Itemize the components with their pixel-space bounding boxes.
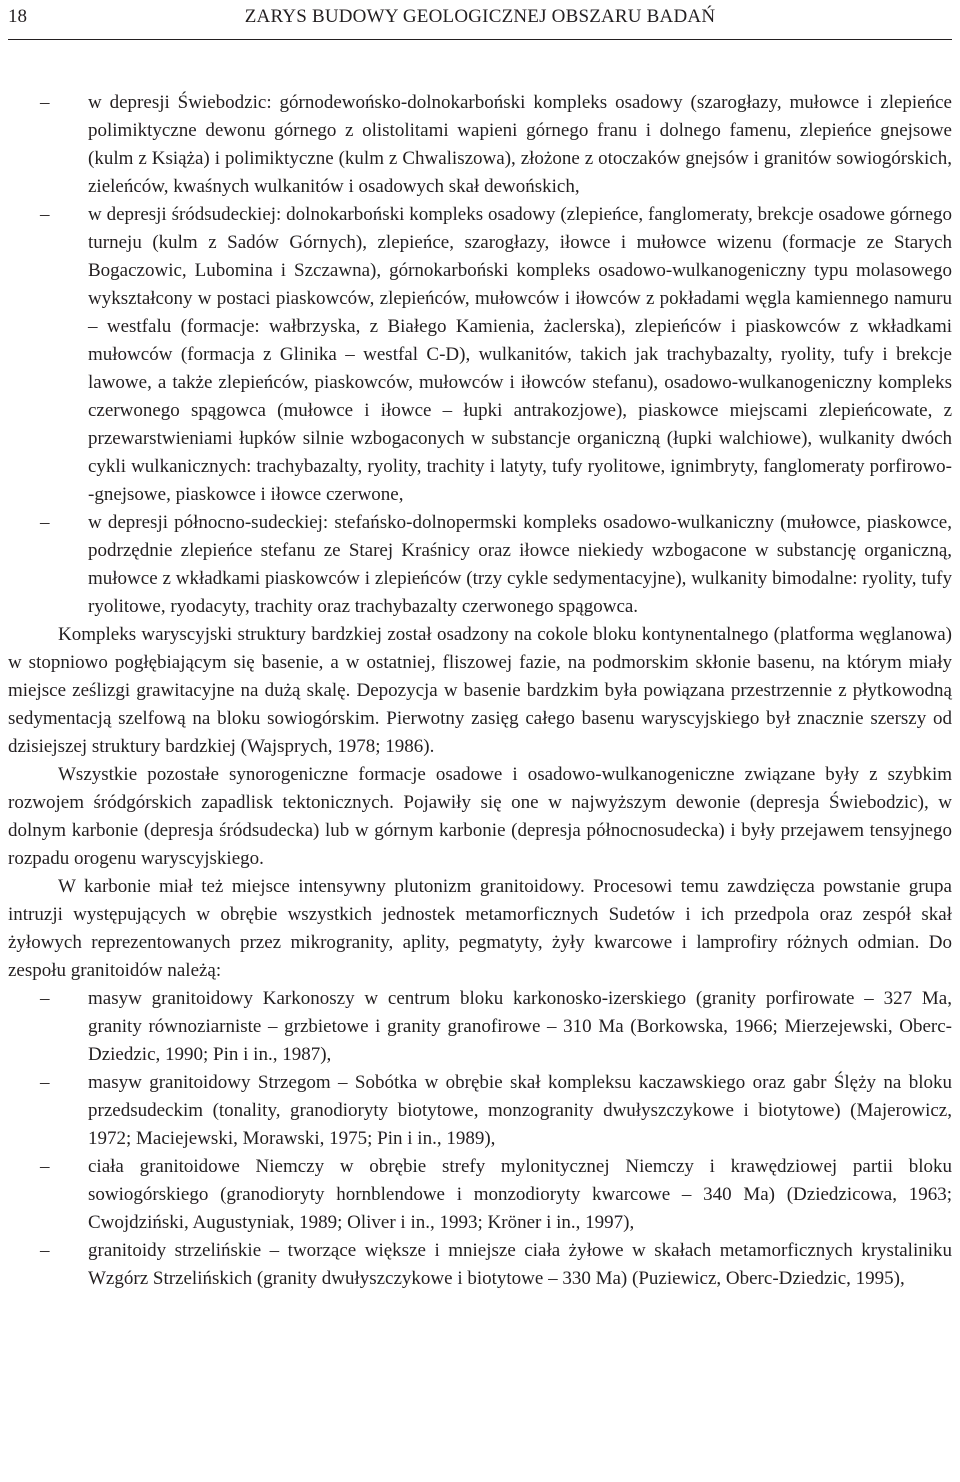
body-text xyxy=(8,89,952,1293)
list-item xyxy=(8,1069,952,1153)
list-item xyxy=(8,1237,952,1293)
list-item-text: masyw granitoidowy Karkonoszy w centrum bloku karkonosko-izerskiego (granity porfirowate – 327 Ma, granity równoziarniste – grzbietowe i granity granofirowe – 310 Ma (Borkowska, 1966; Mierzejewski, Oberc-Dziedzic, 1990; Pin i in., 1987), xyxy=(88,988,952,1065)
granitoid-list xyxy=(8,985,952,1293)
paragraph: Wszystkie pozostałe synorogeniczne formacje osadowe i osadowo-wulkanogeniczne związane były z szybkim rozwojem śródgórskich zapadlisk tektonicznych. Pojawiły się one w najwyższym dewonie (depresja Świebodzic), w dolnym karbonie (depresja śródsudecka) lub w górnym karbonie (depresja północnosudecka) i były przejawem tensyjnego rozpadu orogenu waryscyjskiego. xyxy=(8,764,952,869)
depression-list xyxy=(8,89,952,621)
paragraph: Kompleks waryscyjski struktury bardzkiej został osadzony na cokole bloku kontynentalnego (platforma węglanowa) w stopniowo pogłębiającym się basenie, a w ostatniej, fliszowej fazie, na podmorskim skłonie basenu, na którym miały miejsce ześlizgi grawitacyjne na dużą skalę. Depozycja w basenie bardzkim była powiązana przestrzennie z płytkowodną sedymentacją szelfową na bloku sowiogórskim. Pierwotny zasięg całego basenu waryscyjskiego był znacznie szerszy od dzisiejszej struktury bardzkiej (Wajsprych, 1978; 1986). xyxy=(8,624,952,757)
header-rule xyxy=(8,39,952,40)
list-dash: – xyxy=(40,1156,50,1177)
list-item-text: masyw granitoidowy Strzegom – Sobótka w obrębie skał kompleksu kaczawskiego oraz gabr Ślęży na bloku przedsudeckim (tonality, granodioryty biotytowe, monzogranity dwułyszczykowe i biotytowe) (Majerowicz, 1972; Maciejewski, Morawski, 1975; Pin i in., 1989), xyxy=(88,1072,952,1149)
list-item xyxy=(8,1153,952,1237)
list-dash: – xyxy=(40,512,50,533)
paragraph: W karbonie miał też miejsce intensywny plutonizm granitoidowy. Procesowi temu zawdzięcza powstanie grupa intruzji występujących w obrębie wszystkich jednostek metamorficznych Sudetów i ich przedpola oraz zespół skał żyłowych reprezentowanych przez mikrogranity, aplity, pegmatyty, żyły kwarcowe i lamprofiry różnych odmian. Do zespołu granitoidów należą: xyxy=(8,876,952,981)
page-number: 18 xyxy=(8,6,27,27)
list-item-text: ciała granitoidowe Niemczy w obrębie strefy mylonitycznej Niemczy i krawędziowej partii bloku sowiogórskiego (granodioryty hornblendowe i monzodioryty kwarcowe – 340 Ma) (Dziedzicowa, 1963; Cwojdziński, Augustyniak, 1989; Oliver i in., 1993; Kröner i in., 1997), xyxy=(88,1156,952,1233)
list-dash: – xyxy=(40,1240,50,1261)
list-item xyxy=(8,985,952,1069)
list-item xyxy=(8,89,952,201)
list-dash: – xyxy=(40,92,50,113)
list-dash: – xyxy=(40,1072,50,1093)
list-item-text: granitoidy strzelińskie – tworzące większe i mniejsze ciała żyłowe w skałach metamorficznych krystaliniku Wzgórz Strzelińskich (granity dwułyszczykowe i biotytowe – 330 Ma) (Puziewicz, Oberc-Dziedzic, 1995), xyxy=(88,1240,952,1289)
list-item-text: w depresji północno-sudeckiej: stefańsko-dolnopermski kompleks osadowo-wulkaniczny (mułowce, piaskowce, podrzędnie zlepieńce stefanu ze Starej Kraśnicy oraz iłowce niekiedy wzbogacone w substancję organiczną, mułowce z wkładkami piaskowców i zlepieńców (trzy cykle sedymentacyjne), wulkanity bimodalne: ryolity, tufy ryolitowe, ryodacyty, trachity oraz trachybazalty czerwonego spągowca. xyxy=(88,512,952,617)
running-title: ZARYS BUDOWY GEOLOGICZNEJ OBSZARU BADAŃ xyxy=(244,6,716,27)
page-header xyxy=(8,2,952,32)
list-dash: – xyxy=(40,988,50,1009)
list-item-text: w depresji śródsudeckiej: dolnokarboński kompleks osadowy (zlepieńce, fanglomeraty, brekcje osadowe górnego turneju (kulm z Sadów Górnych), zlepieńce, szarogłazy, iłowce i mułowce wizenu (formacje ze Starych Bogaczowic, Lubomina i Szczawna), górnokarboński kompleks osadowo-wulkanogeniczny typu molasowego wykształcony w postaci piaskowców, zlepieńców, mułowców i iłowców z pokładami węgla kamiennego namuru – westfalu (formacje: wałbrzyska, z Białego Kamienia, żaclerska), zlepieńców i piaskowców z wkładkami mułowców (formacja z Glinika – westfal C-D), wulkanitów, takich jak trachybazalty, ryolity, tufy i brekcje lawowe, a także zlepieńców, piaskowców, mułowców i iłowców stefanu), osadowo-wulkanogeniczny kompleks czerwonego spągowca (mułowce i iłowce – łupki antrakozjowe), piaskowce miejscami zlepieńcowate, z przewarstwieniami łupków silnie wzbogaconych w substancje organiczną (łupki walchiowe), wulkanity dwóch cykli wulkanicznych: trachybazalty, ryolity, trachity i latyty, tufy ryolitowe, ignimbryty, fanglomeraty porfirowo--gnejsowe, piaskowce i iłowce czerwone, xyxy=(88,204,952,505)
list-item xyxy=(8,201,952,509)
list-item-text: w depresji Świebodzic: górnodewońsko-dolnokarboński kompleks osadowy (szarogłazy, mułowce i zlepieńce polimiktyczne dewonu górnego z olistolitami wapieni górnego franu i dolnego famenu, zlepieńce gnejsowe (kulm z Książa) i polimiktyczne (kulm z Chwaliszowa), złożone z otoczaków gnejsów i granitów sowiogórskich, zieleńców, kwaśnych wulkanitów i osadowych skał dewońskich, xyxy=(88,92,952,197)
list-item xyxy=(8,509,952,621)
list-dash: – xyxy=(40,204,50,225)
